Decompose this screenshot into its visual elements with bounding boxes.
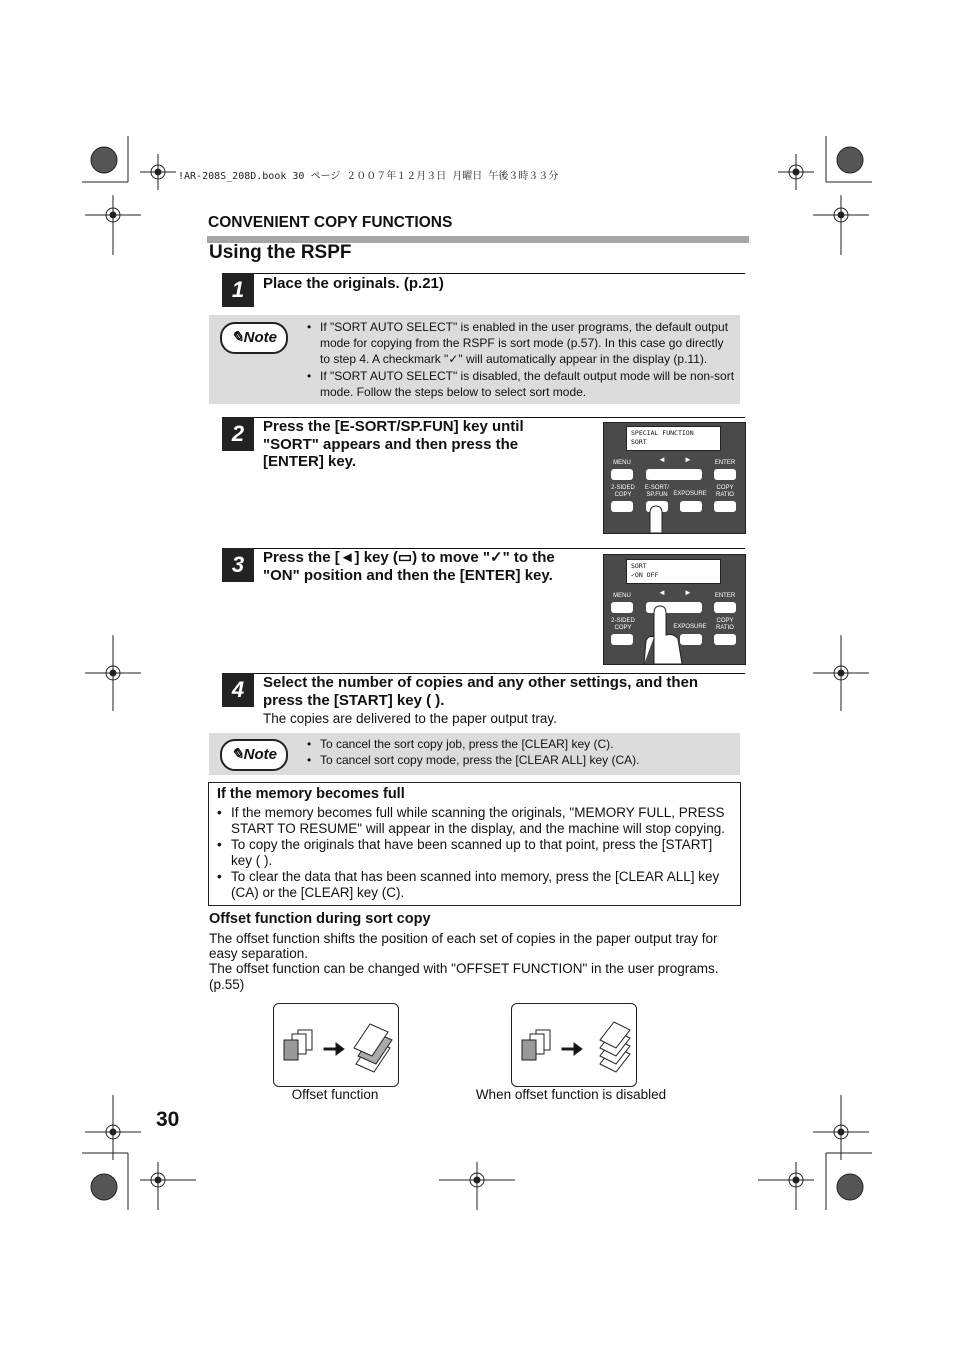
step-number: 1 <box>222 273 254 307</box>
left-arrow-icon: ◄ <box>658 588 666 597</box>
memory-full-box <box>208 782 741 906</box>
step-1 <box>222 273 745 307</box>
lcd-display: SPECIAL FUNCTION SORT <box>626 426 721 451</box>
section-title: CONVENIENT COPY FUNCTIONS <box>208 214 453 231</box>
exposure-label: EXPOSURE <box>673 491 707 497</box>
exposure-key <box>680 501 702 512</box>
page-number: 30 <box>156 1108 180 1131</box>
esort-label: E-SORT/ SP.FUN <box>644 485 670 498</box>
list-item: • To cancel the sort copy job, press the [CLEAR] key (C). <box>307 736 735 752</box>
two-sided-key <box>611 634 633 645</box>
copy-ratio-label: COPY RATIO <box>716 618 734 631</box>
note-badge: ✎Note <box>220 739 288 771</box>
note-box <box>209 315 740 404</box>
list-item: • If the memory becomes full while scanning the originals, "MEMORY FULL, PRESS START TO RESUME" will appear in the display, and the machine will stop copying. <box>217 805 735 837</box>
enter-label: ENTER <box>714 460 736 466</box>
list-item: • If "SORT AUTO SELECT" is enabled in the user programs, the default output mode for copying from the RSPF is sort mode (p.57). In this case go directly to step 4. A checkmark "✓" will automatically appear in the display (p.11). <box>307 319 735 368</box>
step-4 <box>222 673 745 726</box>
step-text: Select the number of copies and any other settings, and then press the [START] key ( ). <box>263 674 699 709</box>
right-arrow-icon: ► <box>684 455 692 464</box>
step-text: Place the originals. (p.21) <box>263 275 444 292</box>
step-text: Press the [E-SORT/SP.FUN] key until "SORT" appears and then press the [ENTER] key. <box>263 418 524 470</box>
stack-illustration <box>512 1004 636 1086</box>
step-note: The copies are delivered to the paper output tray. <box>263 711 557 726</box>
list-item: • If "SORT AUTO SELECT" is disabled, the default output mode will be non-sort mode. Follow the steps below to select sort mode. <box>307 368 735 400</box>
pencil-icon: ✎ <box>231 746 244 763</box>
list-item: • To cancel sort copy mode, press the [CLEAR ALL] key (CA). <box>307 752 735 768</box>
note-list <box>307 736 735 768</box>
step-text: Press the [◄] key (▭) to move "✓" to the "ON" position and then the [ENTER] key. <box>263 549 555 584</box>
memory-list <box>217 805 735 901</box>
two-sided-key <box>611 501 633 512</box>
figure-caption: Offset function <box>291 1087 379 1102</box>
copy-ratio-key <box>714 501 736 512</box>
note-list <box>307 319 735 400</box>
offset-on-figure <box>273 1003 399 1087</box>
finger-icon <box>646 503 670 533</box>
enter-key <box>714 602 736 613</box>
list-item: • To copy the originals that have been scanned up to that point, press the [START] key ( ). <box>217 837 735 869</box>
memory-title: If the memory becomes full <box>217 786 405 802</box>
figure-caption: When offset function is disabled <box>475 1087 667 1102</box>
note-box <box>209 733 740 775</box>
step-number: 3 <box>222 548 254 582</box>
control-panel-illustration <box>603 554 746 665</box>
menu-key <box>611 469 633 480</box>
lcd-display: SORT ✓ON OFF <box>626 559 721 584</box>
menu-label: MENU <box>613 460 631 466</box>
list-item: • To clear the data that has been scanned into memory, press the [CLEAR ALL] key (CA) or the [CLEAR] key (C). <box>217 869 735 901</box>
offset-description: The offset function shifts the position of each set of copies in the paper output tray for easy separation. The offset function can be changed with "OFFSET FUNCTION" in the user programs. (p.55) <box>209 931 719 992</box>
pencil-icon: ✎ <box>231 329 244 346</box>
offset-off-figure <box>511 1003 637 1087</box>
offset-stack-illustration <box>274 1004 398 1086</box>
step-number: 2 <box>222 417 254 451</box>
hand-icon <box>634 605 686 664</box>
control-panel-illustration <box>603 422 746 534</box>
enter-key <box>714 469 736 480</box>
step-number: 4 <box>222 673 254 707</box>
enter-label: ENTER <box>714 593 736 599</box>
left-arrow-icon: ◄ <box>658 455 666 464</box>
note-badge: ✎Note <box>220 322 288 354</box>
menu-key <box>611 602 633 613</box>
offset-title: Offset function during sort copy <box>209 911 431 927</box>
exposure-label: EXPOSURE <box>673 624 707 630</box>
copy-ratio-key <box>714 634 736 645</box>
file-info: !AR-208S_208D.book 30 ページ ２００７年１２月３日 月曜日 午後３時３３分 <box>178 171 559 182</box>
two-sided-label: 2-SIDED COPY <box>611 618 635 631</box>
arrow-keys <box>646 469 702 480</box>
page-title: Using the RSPF <box>209 242 352 263</box>
menu-label: MENU <box>613 593 631 599</box>
two-sided-label: 2-SIDED COPY <box>611 485 635 498</box>
right-arrow-icon: ► <box>684 588 692 597</box>
copy-ratio-label: COPY RATIO <box>716 485 734 498</box>
